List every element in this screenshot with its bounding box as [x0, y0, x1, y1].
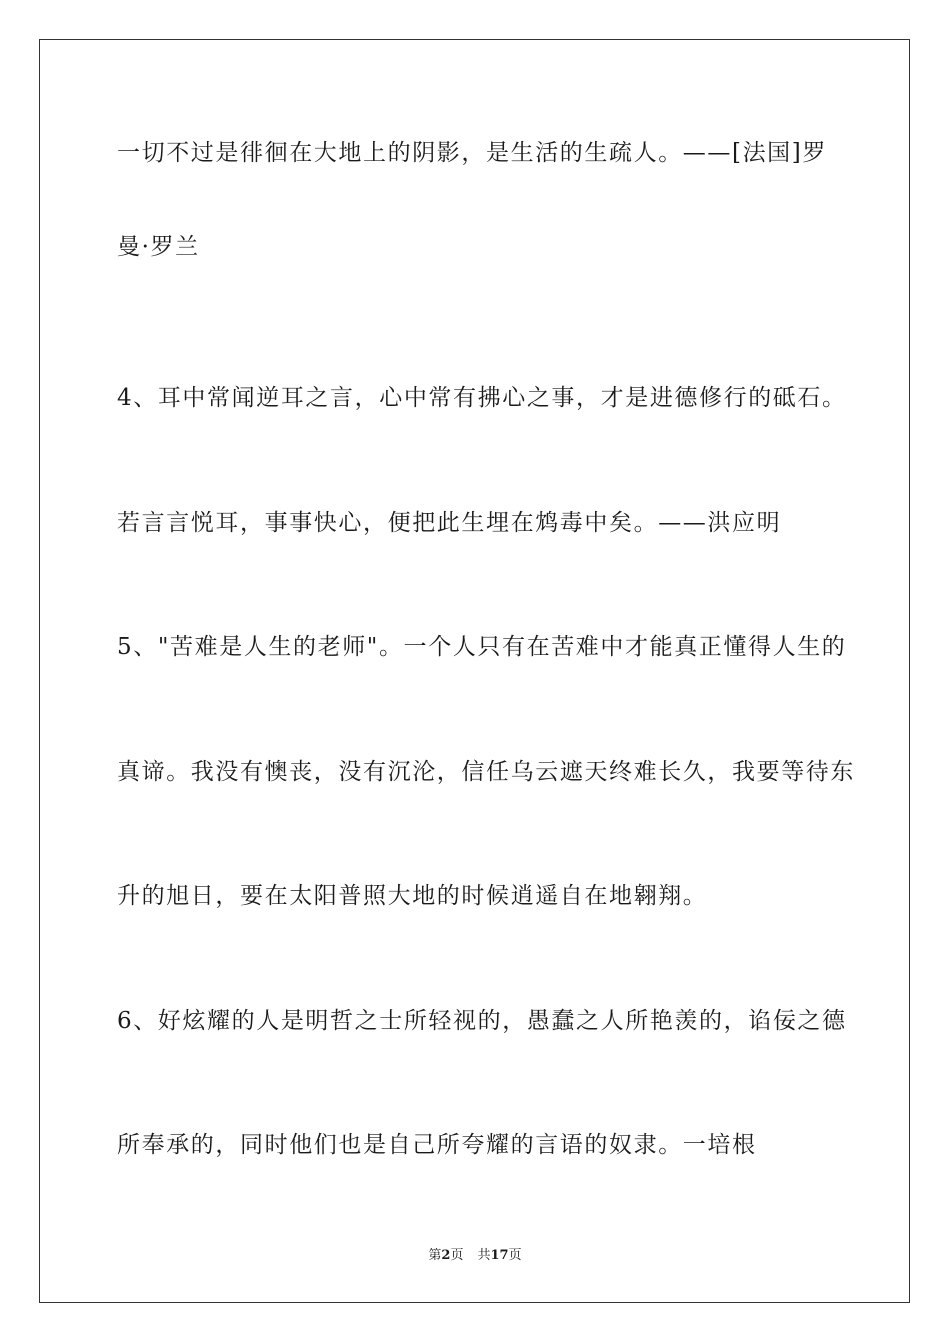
page-border	[39, 39, 910, 1303]
total-pages: 17	[490, 1248, 509, 1263]
page-prefix: 第	[428, 1248, 442, 1263]
total-prefix: 共	[477, 1248, 491, 1263]
text-line-6: 真谛。我没有懊丧，没有沉沦，信任乌云遮天终难长久，我要等待东	[117, 759, 855, 785]
text-line-1: 一切不过是徘徊在大地上的阴影，是生活的生疏人。——[法国]罗	[117, 140, 827, 166]
text-line-7: 升的旭日，要在太阳普照大地的时候逍遥自在地翱翔。	[117, 883, 708, 909]
text-line-2: 曼·罗兰	[117, 234, 200, 260]
text-line-9: 所奉承的，同时他们也是自己所夸耀的言语的奴隶。一培根	[117, 1132, 757, 1158]
text-line-5: 5、"苦难是人生的老师"。一个人只有在苦难中才能真正懂得人生的	[117, 634, 847, 660]
page-suffix: 页	[450, 1248, 464, 1263]
total-suffix: 页	[508, 1248, 522, 1263]
page-number: 2	[441, 1248, 451, 1263]
page-footer	[0, 1247, 950, 1265]
text-line-3: 4、耳中常闻逆耳之言，心中常有拂心之事，才是进德修行的砥石。	[117, 385, 847, 411]
text-line-4: 若言言悦耳，事事快心，便把此生埋在鸩毒中矣。——洪应明	[117, 510, 782, 536]
text-line-8: 6、好炫耀的人是明哲之士所轻视的，愚蠢之人所艳羡的，谄佞之德	[117, 1008, 847, 1034]
